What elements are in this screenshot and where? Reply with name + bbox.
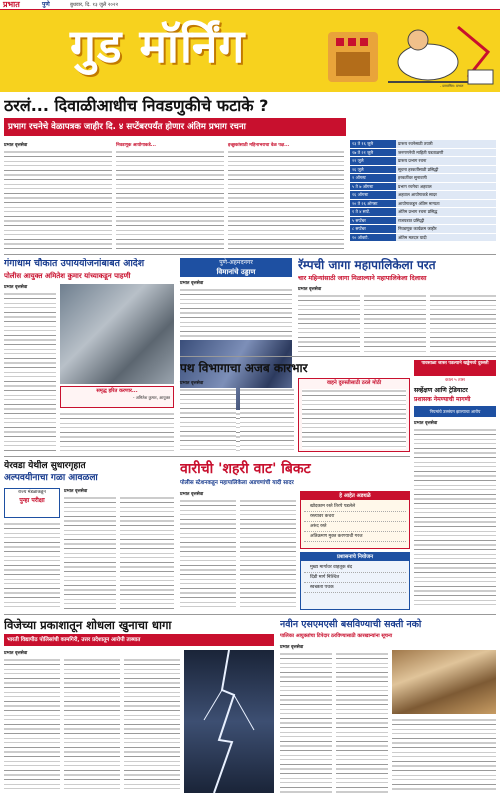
vijeche-col-2 <box>64 658 120 793</box>
schedule-date: २६ जुलै <box>350 166 396 174</box>
lead-byline: प्रभात वृत्तसेवा <box>4 143 28 148</box>
navin-byline: प्रभात वृत्तसेवा <box>280 645 304 650</box>
schedule-date: १३ ते १६ जुलै <box>350 140 396 148</box>
shahri-list <box>301 500 409 544</box>
shahri-list2-box <box>300 552 410 610</box>
schedule-event: अंतिम मतदार यादी <box>396 234 496 242</box>
navin-col-2 <box>336 652 388 793</box>
path-box <box>298 378 410 452</box>
lead-col2-heading: निवडणूक आयोगाकडे... <box>116 143 156 148</box>
yerwada-byline: प्रभात वृत्तसेवा <box>64 489 88 494</box>
schedule-event: सूचना हरकतींसाठी प्रसिद्धी <box>396 166 496 174</box>
yerwada-side-title: पुन्हा परीक्षा <box>19 497 45 504</box>
schedule-event: अंतिम प्रभाग रचना प्रसिद्ध <box>396 208 496 216</box>
gangadham-col-2 <box>60 412 174 452</box>
lightning-photo <box>184 650 274 793</box>
vijeche-subtitle: भारती विद्यापीठ पोलिसांची कामगिरी, उत्तर प्रदेशातून आरोपी ताब्यात <box>4 634 274 646</box>
shahri-subtitle: पोलीस स्टेशनकडून महापालिकेला अडचणांची यादी सादर <box>180 480 294 486</box>
shahri-list-heading: हे आहेत अडथळे <box>301 492 409 500</box>
gangadham-byline: प्रभात वृत्तसेवा <box>4 285 28 290</box>
schedule-row <box>350 208 496 217</box>
schedule-row <box>350 166 496 175</box>
edition-date: बुधवार, दि. १३ जुलै २०२२ <box>70 2 119 8</box>
lead-col-1 <box>4 150 112 250</box>
brand-logo: प्रभात <box>3 0 20 9</box>
sardar-byline: प्रभात वृत्तसेवा <box>414 421 438 426</box>
masthead-illustration <box>318 12 498 90</box>
schedule-row <box>350 149 496 158</box>
schedule-event: जनगणनेची माहिती पडताळणी <box>396 149 496 157</box>
schedule-row <box>350 183 496 192</box>
gangadham-subtitle: पोलीस आयुक्त अमितेश कुमार यांच्याकडून पाहणी <box>4 272 131 280</box>
schedule-date: १० ऑक्टो. <box>350 234 396 242</box>
gangadham-quote: समृद्ध हरित करणार... <box>96 388 138 394</box>
schedule-row <box>350 174 496 183</box>
navin-col-3 <box>392 718 496 793</box>
schedule-row <box>350 217 496 226</box>
path-col-2 <box>240 388 294 452</box>
schedule-row <box>350 140 496 149</box>
masthead <box>0 0 500 92</box>
schedule-row <box>350 191 496 200</box>
vijeche-col-1 <box>4 658 60 793</box>
schedule-row <box>350 200 496 209</box>
yerwada-side-box <box>4 488 60 518</box>
gangadham-photo <box>60 284 174 384</box>
navin-title: नवीन एसएमएसी बसविण्याची सक्ती नको <box>280 619 422 630</box>
yerwada-side-kicker: राज्य मंडळाकडून <box>18 490 46 495</box>
gangadham-credit: - अमितेश कुमार, आयुक्त <box>133 395 170 400</box>
list-item: अतिक्रमण मुक्त करण्याची गरज <box>304 532 406 542</box>
sardar-body <box>414 428 496 608</box>
schedule-date: १ ते ४ सप्टें. <box>350 208 396 216</box>
list-item: रस्त्यावर कचरा <box>304 512 406 522</box>
schedule-event: निवडणूक कार्यक्रम जाहीर <box>396 225 496 233</box>
sardar-box: नियमांचे उल्लंघन झाल्याचा आरोप <box>414 406 496 417</box>
vijeche-col-3 <box>124 658 180 793</box>
yerwada-title: येरवडा येथील सुधारगृहात <box>4 461 86 471</box>
shahri-title: वारीची 'शहरी वाट' बिकट <box>180 461 311 477</box>
gangadham-col-1 <box>4 292 56 452</box>
schedule-event: प्रारूप प्रभाग रचना <box>396 157 496 165</box>
schedule-date: १७ ते २१ जुलै <box>350 149 396 157</box>
path-byline: प्रभात वृत्तसेवा <box>180 381 204 386</box>
yerwada-col-2 <box>120 496 174 610</box>
shahri-col-1 <box>180 499 236 610</box>
list-item: मुख्य मार्गावर वाहतूक बंद <box>304 563 406 573</box>
rampi-title: रॅम्पची जागा महापालिकेला परत <box>298 258 436 272</box>
schedule-date: २२ जुलै <box>350 157 396 165</box>
rampi-subtitle: चार महिन्यांसाठी जागा मिळाल्याने महापालिकेला दिलासा <box>298 275 427 282</box>
schedule-event: प्रभाग रचनेचा अहवाल <box>396 183 496 191</box>
lead-col-2 <box>116 150 224 250</box>
path-box-body <box>302 389 406 449</box>
list-item: खोदकाम रस्ते तिरपे पडलेले <box>304 502 406 512</box>
yerwada-side-body <box>4 522 60 610</box>
schedule-date: २० ते २६ ऑगस्ट <box>350 200 396 208</box>
path-date-tag: काल ५ तास <box>445 378 465 383</box>
navin-col-1 <box>280 652 332 793</box>
schedule-event: आयोगाकडून अंतिम मान्यता <box>396 200 496 208</box>
schedule-row <box>350 234 496 243</box>
rampi-col-3 <box>430 294 496 352</box>
lead-subhead: प्रभाग रचनेचे वेळापत्रक जाहीर दि. ४ सप्टेंबरपर्यंत होणार अंतिम प्रभाग रचना <box>4 118 346 136</box>
list-item: अरुंद रस्ते <box>304 522 406 532</box>
schedule-date: ८ सप्टेंबर <box>350 225 396 233</box>
vijeche-title: विजेच्या प्रकाशातून शोधला खुनाचा धागा <box>4 618 172 632</box>
path-title: पथ विभागाचा अजब कारभार <box>180 361 308 375</box>
vijeche-byline: प्रभात वृत्तसेवा <box>4 651 28 656</box>
lead-col-3 <box>228 150 344 250</box>
gangadham-quote-box <box>60 386 174 408</box>
schedule-row <box>350 225 496 234</box>
path-col-1 <box>180 388 236 452</box>
navin-photo <box>392 650 496 714</box>
schedule-row <box>350 157 496 166</box>
photo-credit: - छायाचित्र: प्रभात <box>440 84 464 88</box>
schedule-event: राजपत्रात प्रसिद्धी <box>396 217 496 225</box>
lead-col3-heading: इच्छुकांसाठी महिनाभराचा वेळ पक्ष... <box>228 143 290 148</box>
masthead-title: गुड मॉर्निंग <box>70 19 246 73</box>
yerwada-subtitle: अल्पवयीनाचा गळा आवळला <box>4 473 98 483</box>
gangadham-title: गंगाधाम चौकात उपाययोजनांबाबत आदेश <box>4 258 145 269</box>
pune-title: विमानांचे उड्डाण <box>180 267 292 277</box>
schedule-table <box>350 140 496 242</box>
schedule-date: १६ ऑगस्ट <box>350 191 396 199</box>
edition-city: पुणे <box>42 1 50 8</box>
schedule-date: ५ ते ७ ऑगस्ट <box>350 183 396 191</box>
pune-byline: प्रभात वृत्तसेवा <box>180 281 204 286</box>
rampi-col-2 <box>364 294 426 352</box>
shahri-list2 <box>301 561 409 595</box>
schedule-event: प्रारूप रचनेसाठी तयारी <box>396 140 496 148</box>
yerwada-col-1 <box>64 496 116 610</box>
list-item: दिंडी मार्ग निश्चित <box>304 573 406 583</box>
rampi-byline: प्रभात वृत्तसेवा <box>298 287 322 292</box>
schedule-event: अहवाल आयोगाकडे सादर <box>396 191 496 199</box>
shahri-list-box <box>300 491 410 549</box>
lead-headline: ठरलं... दिवाळीआधीच निवडणुकीचे फटाके ? <box>4 96 269 115</box>
schedule-date: ५ सप्टेंबर <box>350 217 396 225</box>
navin-subtitle: पालिका आयुक्तांचा टिपेदार ठरविण्यासाठी कारखान्यांना सूचना <box>280 633 393 639</box>
path-side-box: पावसाळा जास्त पडल्याने खड्डेमध्ये दुरुस्ती <box>414 360 496 376</box>
pune-body <box>180 288 292 338</box>
path-box-heading: वाहने दुरुस्तीसाठी ठरले मोठी <box>326 380 382 386</box>
list-item: स्वच्छता पथक <box>304 583 406 593</box>
pune-kicker: पुणे-अहमदनगर <box>180 258 292 267</box>
schedule-date: २ ऑगस्ट <box>350 174 396 182</box>
shahri-list2-heading: प्रशासनाचे नियोजन <box>301 553 409 561</box>
shahri-col-2 <box>240 499 296 610</box>
shahri-byline: प्रभात वृत्तसेवा <box>180 492 204 497</box>
sardar-subtitle: प्रशासक नेमण्याची मागणी <box>414 396 471 403</box>
rampi-col-1 <box>298 294 360 352</box>
sardar-title: सर्व्हेक्षण आणि ट्रेडियाटर <box>414 387 468 394</box>
brand-strip <box>0 0 500 10</box>
schedule-event: हरकतींवर सुनावणी <box>396 174 496 182</box>
